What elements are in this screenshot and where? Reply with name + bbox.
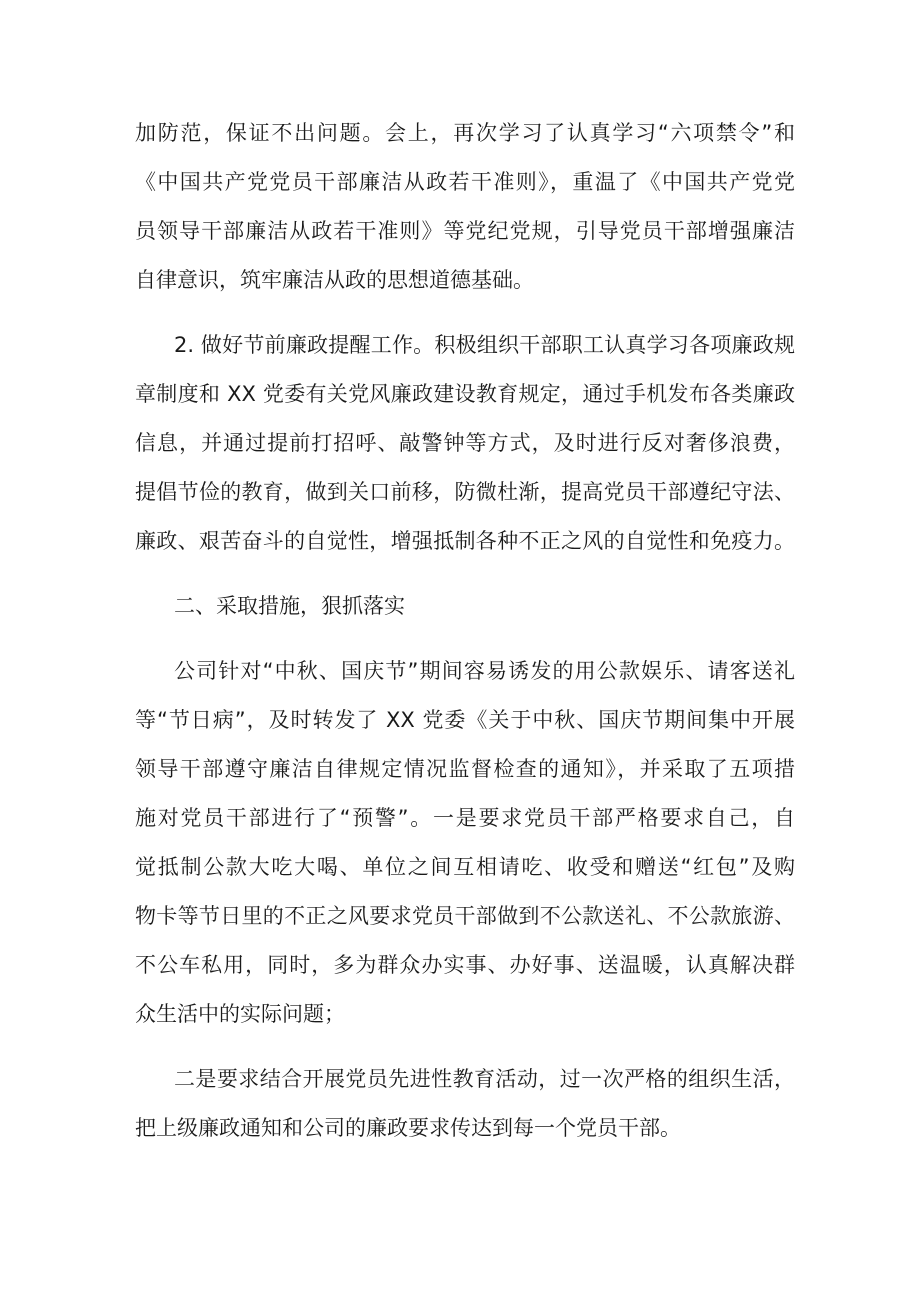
paragraph-3-line-3: 领导干部遵守廉洁自律规定情况监督检查的通知》，并采取了五项措: [135, 757, 795, 781]
paragraph-4-line-2: 把上级廉政通知和公司的廉政要求传达到每一个党员干部。: [135, 1116, 681, 1140]
paragraph-3-line-1: 公司针对“中秋、国庆节”期间容易诱发的用公款娱乐、请客送礼: [174, 659, 795, 683]
paragraph-3-line-2: 等“节日病”，及时转发了 XX 党委《关于中秋、国庆节期间集中开展: [135, 708, 795, 732]
paragraph-3-line-7: 不公车私用，同时，多为群众办实事、办好事、送温暖，认真解决群: [135, 953, 795, 977]
paragraph-3-line-5: 觉抵制公款大吃大喝、单位之间互相请吃、收受和赠送“红包”及购: [135, 855, 795, 879]
paragraph-2-line-4: 提倡节俭的教育，做到关口前移，防微杜渐，提高党员干部遵纪守法、: [135, 480, 795, 504]
paragraph-3-line-8: 众生活中的实际问题；: [135, 1002, 345, 1026]
section-heading: 二、采取措施，狠抓落实: [174, 594, 405, 618]
paragraph-2-line-2: 章制度和 XX 党委有关党风廉政建设教育规定，通过手机发布各类廉政: [135, 382, 795, 406]
paragraph-2-line-5: 廉政、艰苦奋斗的自觉性，增强抵制各种不正之风的自觉性和免疫力。: [135, 529, 795, 553]
paragraph-1-line-1: 加防范，保证不出问题。会上，再次学习了认真学习“六项禁令”和: [135, 121, 795, 145]
paragraph-1-line-3: 员领导干部廉洁从政若干准则》等党纪党规，引导党员干部增强廉洁: [135, 219, 795, 243]
paragraph-1-line-2: 《中国共产党党员干部廉洁从政若干准则》，重温了《中国共产党党: [135, 170, 795, 194]
paragraph-2-line-1: 2. 做好节前廉政提醒工作。积极组织干部职工认真学习各项廉政规: [174, 333, 795, 357]
paragraph-3-line-6: 物卡等节日里的不正之风要求党员干部做到不公款送礼、不公款旅游、: [135, 904, 795, 928]
paragraph-1-line-4: 自律意识，筑牢廉洁从政的思想道德基础。: [135, 268, 534, 292]
paragraph-3-line-4: 施对党员干部进行了“预警”。一是要求党员干部严格要求自己，自: [135, 806, 795, 830]
paragraph-2-line-3: 信息，并通过提前打招呼、敲警钟等方式，及时进行反对奢侈浪费，: [135, 431, 795, 455]
paragraph-4-line-1: 二是要求结合开展党员先进性教育活动，过一次严格的组织生活，: [174, 1067, 795, 1091]
